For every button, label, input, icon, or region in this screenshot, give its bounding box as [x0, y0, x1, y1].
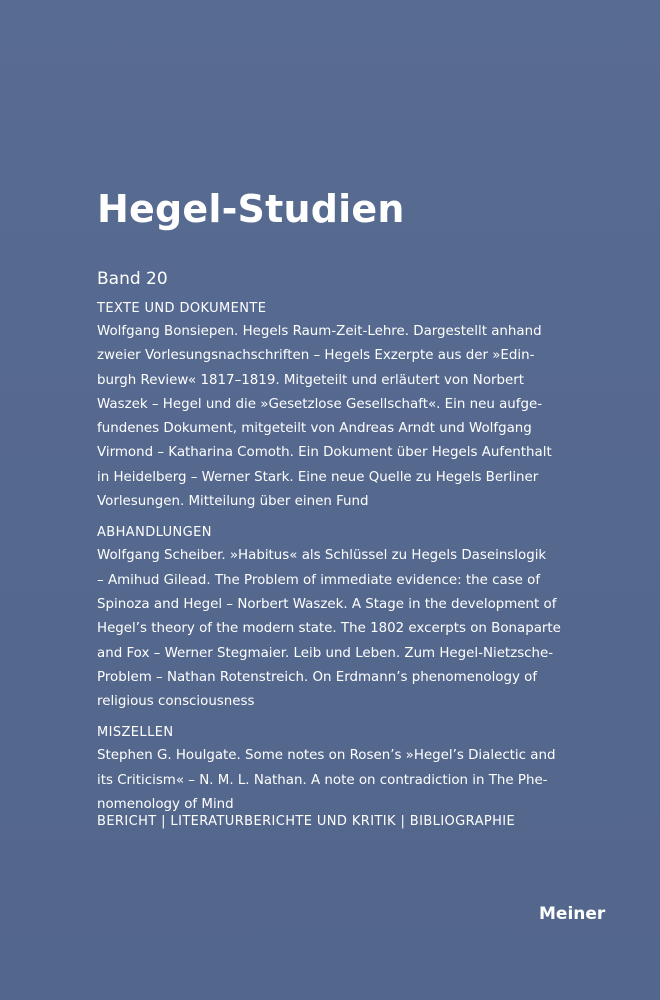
volume-number: Band 20 — [97, 269, 168, 289]
section-texte-und-dokumente — [97, 298, 567, 514]
section-body: Wolfgang Scheiber. »Habitus« als Schlüssel zu Hegels Daseinslogik – Amihud Gilead. The Problem of immediate evidence: the case of Spinoza and Hegel – Norbert Waszek. A Stage in the development of Hegel’s theory of the modern state. The 1802 excerpts on Bonaparte and Fox – Werner Stegmaier. Leib und Leben. Zum Hegel-Nietzsche- Problem – Nathan Rotenstreich. On Erdmann’s phenomenology of religious consciousness — [97, 548, 561, 710]
section-body: Stephen G. Houlgate. Some notes on Rosen’s »Hegel’s Dialectic and its Criticism« – N. M. L. Nathan. A note on contradiction in The Phe- nomenology of Mind — [97, 748, 556, 813]
book-title: Hegel-Studien — [97, 187, 405, 231]
section-heading: ABHANDLUNGEN — [97, 525, 212, 541]
section-abhandlungen — [97, 522, 567, 714]
table-of-contents — [97, 298, 567, 825]
footer-sections: BERICHT | LITERATURBERICHTE UND KRITIK | BIBLIOGRAPHIE — [97, 814, 516, 829]
section-heading: TEXTE UND DOKUMENTE — [97, 301, 267, 316]
section-heading: MISZELLEN — [97, 725, 174, 741]
publisher-logo: Meiner — [539, 904, 606, 924]
section-body: Wolfgang Bonsiepen. Hegels Raum-Zeit-Lehre. Dargestellt anhand zweier Vorlesungsnachschriften – Hegels Exzerpte aus der »Edin- burgh Review« 1817–1819. Mitgeteilt und erläutert von Norbert Waszek – Hegel und die »Gesetzlose Gesellschaft«. Ein neu aufge- fundenes Dokument, mitgeteilt von Andreas Arndt und Wolfgang Virmond – Katharina Comoth. Ein Dokument über Hegels Aufenthalt in Heidelberg – Werner Stark. Eine neue Quelle zu Hegels Berliner Vorlesungen. Mitteilung über einen Fund — [97, 324, 552, 510]
section-miszellen — [97, 722, 567, 817]
